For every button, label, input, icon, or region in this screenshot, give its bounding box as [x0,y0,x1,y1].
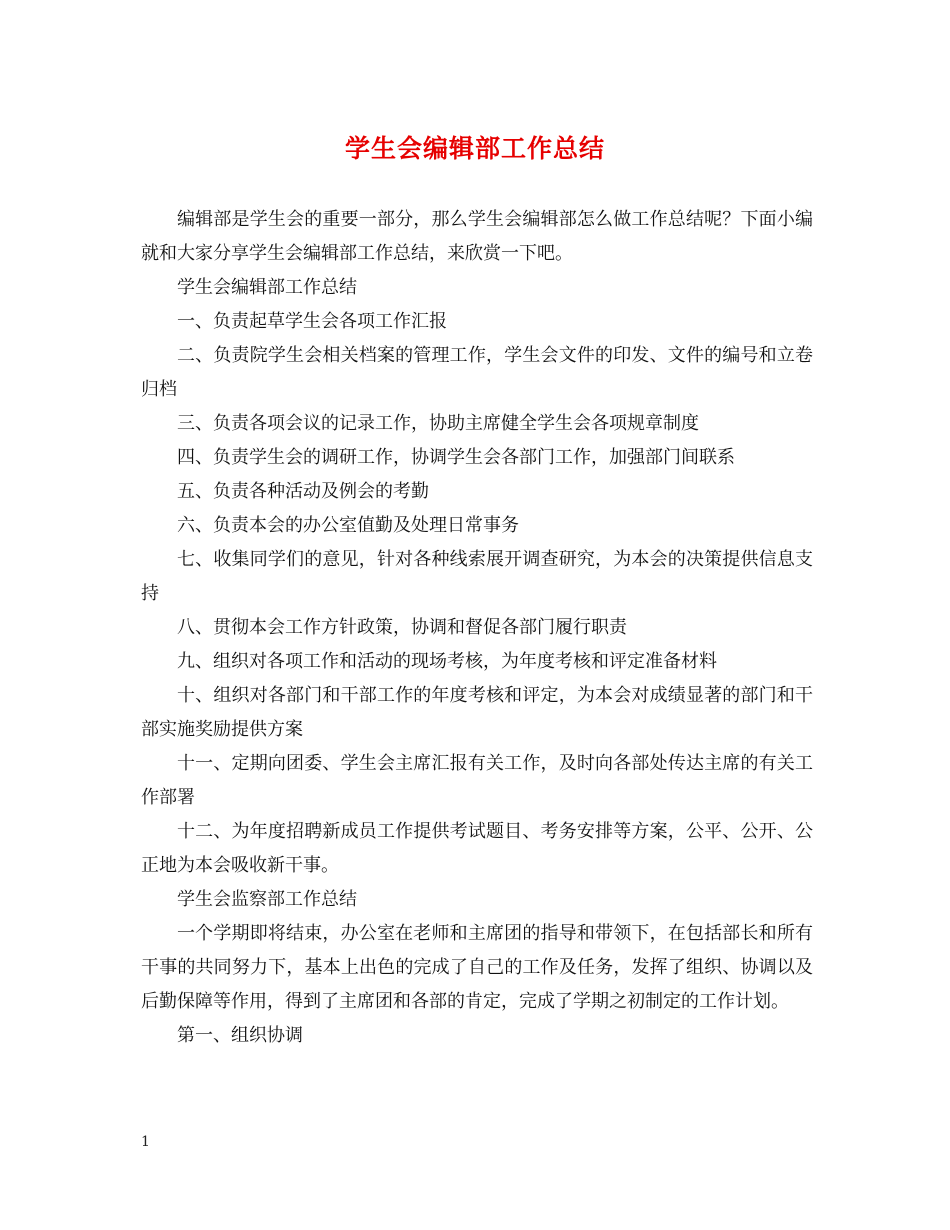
paragraph-item-1: 一、负责起草学生会各项工作汇报 [177,311,447,332]
paragraph-intro: 编辑部是学生会的重要一部分，那么学生会编辑部怎么做工作总结呢？下面小编就和大家分享学生会编辑部工作总结，来欣赏一下吧。 [141,209,813,264]
paragraph-section-first: 第一、组织协调 [177,1025,303,1046]
page-number: 1 [141,1134,150,1150]
paragraph-item-5: 五、负责各种活动及例会的考勤 [177,481,429,502]
paragraph-item-12: 十二、为年度招聘新成员工作提供考试题目、考务安排等方案，公平、公开、公正地为本会吸收新干事。 [141,821,813,876]
paragraph-item-10: 十、组织对各部门和干部工作的年度考核和评定，为本会对成绩显著的部门和干部实施奖励提供方案 [141,685,813,740]
paragraph-item-8: 八、贯彻本会工作方针政策，协调和督促各部门履行职责 [177,617,627,638]
paragraph-item-11: 十一、定期向团委、学生会主席汇报有关工作，及时向各部处传达主席的有关工作部署 [141,753,813,808]
document-body [141,203,813,1053]
paragraph-semester-summary: 一个学期即将结束，办公室在老师和主席团的指导和带领下，在包括部长和所有干事的共同努力下，基本上出色的完成了自己的工作及任务，发挥了组织、协调以及后勤保障等作用，得到了主席团和各部的肯定，完成了学期之初制定的工作计划。 [141,923,813,1012]
paragraph-item-6: 六、负责本会的办公室值勤及处理日常事务 [177,515,519,536]
document-title: 学生会编辑部工作总结 [344,134,605,163]
paragraph-item-7: 七、收集同学们的意见，针对各种线索展开调查研究，为本会的决策提供信息支持 [141,549,813,604]
paragraph-item-9: 九、组织对各项工作和活动的现场考核，为年度考核和评定准备材料 [177,651,717,672]
paragraph-item-4: 四、负责学生会的调研工作，协调学生会各部门工作，加强部门间联系 [177,447,735,468]
paragraph-item-3: 三、负责各项会议的记录工作，协助主席健全学生会各项规章制度 [177,413,699,434]
paragraph-heading-editorial: 学生会编辑部工作总结 [177,277,357,298]
paragraph-heading-supervision: 学生会监察部工作总结 [177,889,357,910]
paragraph-item-2: 二、负责院学生会相关档案的管理工作，学生会文件的印发、文件的编号和立卷归档 [141,345,813,400]
